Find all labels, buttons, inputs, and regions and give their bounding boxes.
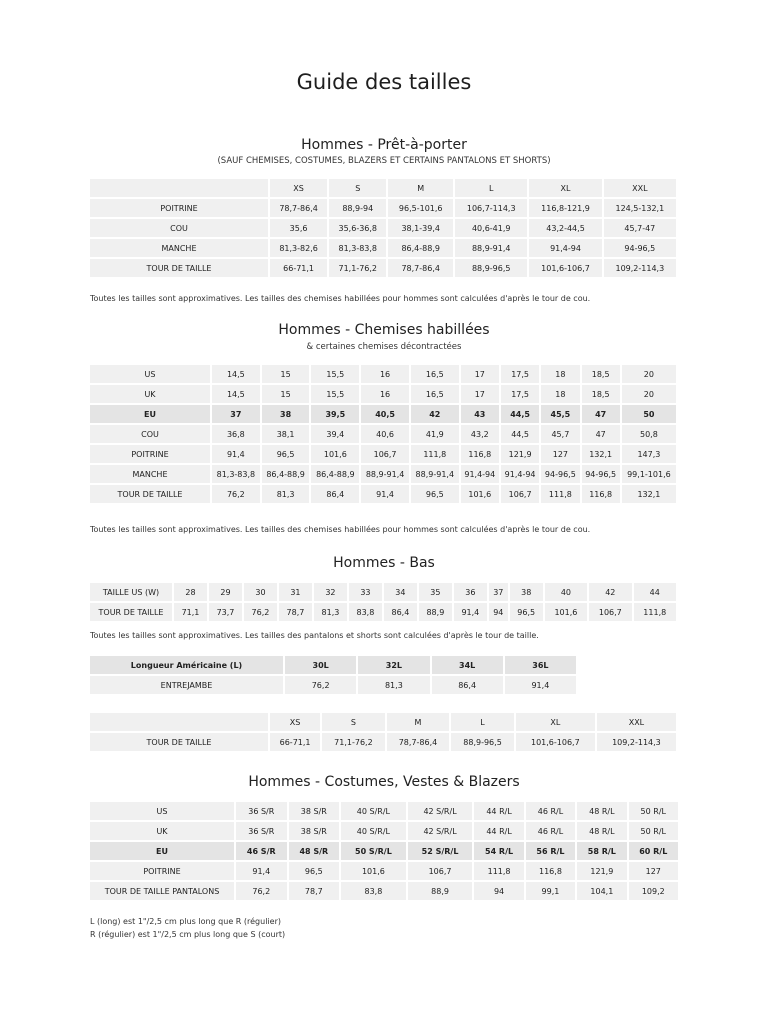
table-cell: 99,1-101,6: [622, 465, 676, 483]
table-cell: 88,9: [419, 603, 452, 621]
note-chemises: Toutes les tailles sont approximatives. Les tailles des chemises habillées pour hommes sont calculées d'après le tour de cou.: [90, 525, 591, 534]
table-cell: 37: [489, 583, 508, 601]
table-cell: 111,8: [634, 603, 676, 621]
table-cell: 132,1: [582, 445, 620, 463]
table-cell: 96,5: [289, 862, 340, 880]
table-cell: 78,7-86,4: [270, 199, 327, 217]
row-label: TOUR DE TAILLE: [90, 259, 268, 277]
table-cell: 81,3-82,6: [270, 239, 327, 257]
table-cell: 36,8: [212, 425, 260, 443]
table-cell: 46 R/L: [526, 802, 575, 820]
row-label: MANCHE: [90, 239, 268, 257]
table-cell: 76,2: [285, 676, 356, 694]
table-cell: 35,6: [270, 219, 327, 237]
table-cell: 46 R/L: [526, 822, 575, 840]
table-cell: 32L: [358, 656, 429, 674]
table-cell: 81,3-83,8: [212, 465, 260, 483]
table-cell: 54 R/L: [474, 842, 523, 860]
table-cell: 16,5: [411, 365, 459, 383]
note-bas: Toutes les tailles sont approximatives. Les tailles des pantalons et shorts sont calculées d'après le tour de taille.: [90, 631, 539, 640]
table-cell: 36 S/R: [236, 822, 287, 840]
table-tour-de-taille: [88, 711, 678, 753]
table-cell: 31: [279, 583, 312, 601]
table-cell: 81,3: [358, 676, 429, 694]
table-cell: 36L: [505, 656, 576, 674]
table-cell: 39,5: [311, 405, 359, 423]
table-cell: 127: [541, 445, 579, 463]
table-cell: 38,1-39,4: [388, 219, 453, 237]
table-cell: 18,5: [582, 385, 620, 403]
table-cell: 36: [454, 583, 487, 601]
table-cell: 44,5: [501, 425, 539, 443]
table-cell: 78,7: [289, 882, 340, 900]
row-label: POITRINE: [90, 862, 234, 880]
table-row: [90, 259, 676, 277]
table-cell: 58 R/L: [577, 842, 626, 860]
table-cell: 81,3-83,8: [329, 239, 386, 257]
table-cell: 116,8: [582, 485, 620, 503]
table-cell: 47: [582, 425, 620, 443]
row-label: [90, 179, 268, 197]
table-cell: 45,7-47: [604, 219, 676, 237]
table-cell: 91,4: [212, 445, 260, 463]
table-cell: 30: [244, 583, 277, 601]
table-cell: 88,9: [408, 882, 473, 900]
table-cell: 96,5-101,6: [388, 199, 453, 217]
table-cell: 48 S/R: [289, 842, 340, 860]
table-cell: 109,2-114,3: [604, 259, 676, 277]
table-cell: 78,7-86,4: [387, 733, 450, 751]
table-cell: 46 S/R: [236, 842, 287, 860]
table-cell: 106,7: [589, 603, 631, 621]
table-cell: 43: [461, 405, 499, 423]
table-cell: 88,9-96,5: [455, 259, 527, 277]
table-cell: 60 R/L: [629, 842, 678, 860]
table-cell: 111,8: [411, 445, 459, 463]
table-cell: 101,6: [461, 485, 499, 503]
row-label: TOUR DE TAILLE PANTALONS: [90, 882, 234, 900]
table-cell: 91,4: [361, 485, 409, 503]
table-cell: XXL: [604, 179, 676, 197]
table-cell: 86,4: [384, 603, 417, 621]
table-cell: 101,6-106,7: [516, 733, 595, 751]
table-cell: XS: [270, 713, 320, 731]
table-cell: 91,4-94: [461, 465, 499, 483]
table-cell: 15,5: [311, 365, 359, 383]
table-cell: 76,2: [236, 882, 287, 900]
table-row: [90, 862, 678, 880]
table-cell: 101,6: [545, 603, 587, 621]
table-cell: 16: [361, 365, 409, 383]
table-row: [90, 179, 676, 197]
table-cell: 94-96,5: [582, 465, 620, 483]
table-cell: L: [455, 179, 527, 197]
table-cell: 71,1-76,2: [322, 733, 385, 751]
table-cell: 42 S/R/L: [408, 822, 473, 840]
table-row: [90, 219, 676, 237]
table-cell: 101,6-106,7: [529, 259, 601, 277]
table-cell: 73,7: [209, 603, 242, 621]
table-cell: 78,7-86,4: [388, 259, 453, 277]
table-cell: 20: [622, 385, 676, 403]
table-row: [90, 405, 676, 423]
table-cell: 91,4-94: [529, 239, 601, 257]
table-row: [90, 676, 576, 694]
table-cell: 101,6: [341, 862, 406, 880]
row-label: TOUR DE TAILLE: [90, 485, 210, 503]
table-cell: 96,5: [262, 445, 310, 463]
table-cell: 106,7: [361, 445, 409, 463]
table-cell: 50: [622, 405, 676, 423]
section-title-pret-a-porter: Hommes - Prêt-à-porter: [301, 137, 467, 153]
table-cell: 96,5: [510, 603, 543, 621]
row-label: POITRINE: [90, 445, 210, 463]
table-cell: 44,5: [501, 405, 539, 423]
table-cell: 15: [262, 365, 310, 383]
table-cell: 94: [474, 882, 523, 900]
table-cell: 40,6-41,9: [455, 219, 527, 237]
table-cell: 116,8: [461, 445, 499, 463]
row-label: US: [90, 365, 210, 383]
table-cell: S: [329, 179, 386, 197]
table-cell: 76,2: [212, 485, 260, 503]
table-cell: 50 R/L: [629, 822, 678, 840]
table-cell: M: [387, 713, 450, 731]
table-cell: 45,7: [541, 425, 579, 443]
table-bas: [88, 581, 678, 623]
table-cell: 86,4: [311, 485, 359, 503]
table-cell: 109,2: [629, 882, 678, 900]
table-cell: 88,9-94: [329, 199, 386, 217]
table-row: [90, 603, 676, 621]
table-cell: 40 S/R/L: [341, 802, 406, 820]
table-cell: 45,5: [541, 405, 579, 423]
table-cell: 91,4: [236, 862, 287, 880]
table-row: [90, 365, 676, 383]
table-cell: 56 R/L: [526, 842, 575, 860]
table-cell: 104,1: [577, 882, 626, 900]
table-cell: 17: [461, 365, 499, 383]
table-row: [90, 445, 676, 463]
table-cell: 38 S/R: [289, 802, 340, 820]
table-cell: 88,9-91,4: [361, 465, 409, 483]
table-row: [90, 199, 676, 217]
row-label: EU: [90, 405, 210, 423]
table-cell: 36 S/R: [236, 802, 287, 820]
table-row: [90, 465, 676, 483]
table-cell: 18: [541, 385, 579, 403]
table-cell: 71,1: [174, 603, 207, 621]
table-cell: 91,4: [505, 676, 576, 694]
table-cell: 81,3: [314, 603, 347, 621]
table-cell: M: [388, 179, 453, 197]
row-label: MANCHE: [90, 465, 210, 483]
table-cell: 83,8: [341, 882, 406, 900]
table-cell: 48 R/L: [577, 802, 626, 820]
table-cell: 83,8: [349, 603, 382, 621]
table-row: [90, 583, 676, 601]
table-entrejambe: [88, 654, 578, 696]
table-cell: 17,5: [501, 365, 539, 383]
table-cell: 16: [361, 385, 409, 403]
table-cell: 17: [461, 385, 499, 403]
table-cell: 116,8-121,9: [529, 199, 601, 217]
table-costumes: [88, 800, 680, 902]
row-label: TOUR DE TAILLE: [90, 733, 268, 751]
table-cell: 35,6-36,8: [329, 219, 386, 237]
table-cell: 38: [262, 405, 310, 423]
table-cell: 116,8: [526, 862, 575, 880]
row-label: US: [90, 802, 234, 820]
table-cell: XS: [270, 179, 327, 197]
row-label: POITRINE: [90, 199, 268, 217]
table-cell: 20: [622, 365, 676, 383]
section-title-bas: Hommes - Bas: [333, 555, 435, 571]
table-cell: 35: [419, 583, 452, 601]
table-cell: 43,2: [461, 425, 499, 443]
table-cell: 91,4-94: [501, 465, 539, 483]
table-cell: 39,4: [311, 425, 359, 443]
table-cell: 33: [349, 583, 382, 601]
row-label: COU: [90, 425, 210, 443]
page-title: Guide des tailles: [296, 70, 472, 94]
table-cell: 94: [489, 603, 508, 621]
table-cell: 17,5: [501, 385, 539, 403]
table-cell: 86,4-88,9: [262, 465, 310, 483]
table-cell: 106,7-114,3: [455, 199, 527, 217]
table-cell: 14,5: [212, 385, 260, 403]
table-row: [90, 385, 676, 403]
table-row: [90, 713, 676, 731]
note-pret-a-porter: Toutes les tailles sont approximatives. Les tailles des chemises habillées pour hommes sont calculées d'après le tour de cou.: [90, 294, 591, 303]
table-cell: 121,9: [501, 445, 539, 463]
table-row: [90, 882, 678, 900]
table-chemises: [88, 363, 678, 505]
table-cell: 78,7: [279, 603, 312, 621]
table-cell: 50 R/L: [629, 802, 678, 820]
table-cell: 15,5: [311, 385, 359, 403]
note-costumes-regulier: R (régulier) est 1"/2,5 cm plus long que S (court): [90, 930, 286, 939]
table-cell: 42 S/R/L: [408, 802, 473, 820]
table-row: [90, 842, 678, 860]
table-cell: 91,4: [454, 603, 487, 621]
note-costumes-long: L (long) est 1"/2,5 cm plus long que R (régulier): [90, 917, 281, 926]
table-cell: 76,2: [244, 603, 277, 621]
table-cell: 30L: [285, 656, 356, 674]
table-row: [90, 239, 676, 257]
table-cell: 42: [589, 583, 631, 601]
table-cell: 32: [314, 583, 347, 601]
row-label: UK: [90, 822, 234, 840]
table-cell: 66-71,1: [270, 733, 320, 751]
table-cell: XL: [516, 713, 595, 731]
table-cell: L: [451, 713, 514, 731]
row-label: ENTREJAMBE: [90, 676, 283, 694]
row-label: Longueur Américaine (L): [90, 656, 283, 674]
table-cell: 40: [545, 583, 587, 601]
table-cell: 16,5: [411, 385, 459, 403]
table-cell: 88,9-91,4: [455, 239, 527, 257]
table-cell: 28: [174, 583, 207, 601]
section-subtitle-pret-a-porter: (SAUF CHEMISES, COSTUMES, BLAZERS ET CERTAINS PANTALONS ET SHORTS): [217, 156, 551, 166]
table-cell: 42: [411, 405, 459, 423]
table-cell: 71,1-76,2: [329, 259, 386, 277]
table-cell: 86,4-88,9: [311, 465, 359, 483]
table-cell: 44: [634, 583, 676, 601]
table-cell: 86,4-88,9: [388, 239, 453, 257]
table-pret-a-porter: [88, 177, 678, 279]
table-cell: 50,8: [622, 425, 676, 443]
table-cell: 40,6: [361, 425, 409, 443]
table-cell: XXL: [597, 713, 676, 731]
row-label: COU: [90, 219, 268, 237]
table-cell: 96,5: [411, 485, 459, 503]
table-row: [90, 802, 678, 820]
table-cell: 111,8: [474, 862, 523, 880]
table-cell: 94-96,5: [604, 239, 676, 257]
table-cell: 88,9-91,4: [411, 465, 459, 483]
table-cell: 81,3: [262, 485, 310, 503]
row-label: TAILLE US (W): [90, 583, 172, 601]
section-subtitle-chemises: & certaines chemises décontractées: [306, 342, 462, 352]
table-cell: 132,1: [622, 485, 676, 503]
table-cell: 50 S/R/L: [341, 842, 406, 860]
table-cell: 44 R/L: [474, 802, 523, 820]
table-cell: 44 R/L: [474, 822, 523, 840]
table-cell: 121,9: [577, 862, 626, 880]
table-row: [90, 656, 576, 674]
row-label: [90, 713, 268, 731]
table-cell: 66-71,1: [270, 259, 327, 277]
table-cell: 88,9-96,5: [451, 733, 514, 751]
table-cell: 34L: [432, 656, 503, 674]
table-cell: 109,2-114,3: [597, 733, 676, 751]
table-cell: 34: [384, 583, 417, 601]
table-cell: 29: [209, 583, 242, 601]
table-cell: S: [322, 713, 385, 731]
table-cell: 48 R/L: [577, 822, 626, 840]
table-cell: 43,2-44,5: [529, 219, 601, 237]
section-title-costumes: Hommes - Costumes, Vestes & Blazers: [248, 774, 520, 790]
table-cell: 15: [262, 385, 310, 403]
table-cell: 38,1: [262, 425, 310, 443]
table-cell: 111,8: [541, 485, 579, 503]
table-cell: 124,5-132,1: [604, 199, 676, 217]
table-cell: 147,3: [622, 445, 676, 463]
table-row: [90, 425, 676, 443]
section-title-chemises: Hommes - Chemises habillées: [278, 322, 490, 338]
table-cell: 101,6: [311, 445, 359, 463]
table-cell: 41,9: [411, 425, 459, 443]
table-cell: 47: [582, 405, 620, 423]
row-label: EU: [90, 842, 234, 860]
table-cell: 99,1: [526, 882, 575, 900]
table-row: [90, 822, 678, 840]
table-cell: 52 S/R/L: [408, 842, 473, 860]
table-cell: XL: [529, 179, 601, 197]
table-cell: 38 S/R: [289, 822, 340, 840]
table-cell: 94-96,5: [541, 465, 579, 483]
table-cell: 40 S/R/L: [341, 822, 406, 840]
table-cell: 18: [541, 365, 579, 383]
table-cell: 127: [629, 862, 678, 880]
table-cell: 14,5: [212, 365, 260, 383]
table-cell: 18,5: [582, 365, 620, 383]
table-cell: 106,7: [408, 862, 473, 880]
table-cell: 38: [510, 583, 543, 601]
table-cell: 106,7: [501, 485, 539, 503]
table-cell: 86,4: [432, 676, 503, 694]
table-row: [90, 485, 676, 503]
table-cell: 40,5: [361, 405, 409, 423]
row-label: TOUR DE TAILLE: [90, 603, 172, 621]
row-label: UK: [90, 385, 210, 403]
table-cell: 37: [212, 405, 260, 423]
table-row: [90, 733, 676, 751]
